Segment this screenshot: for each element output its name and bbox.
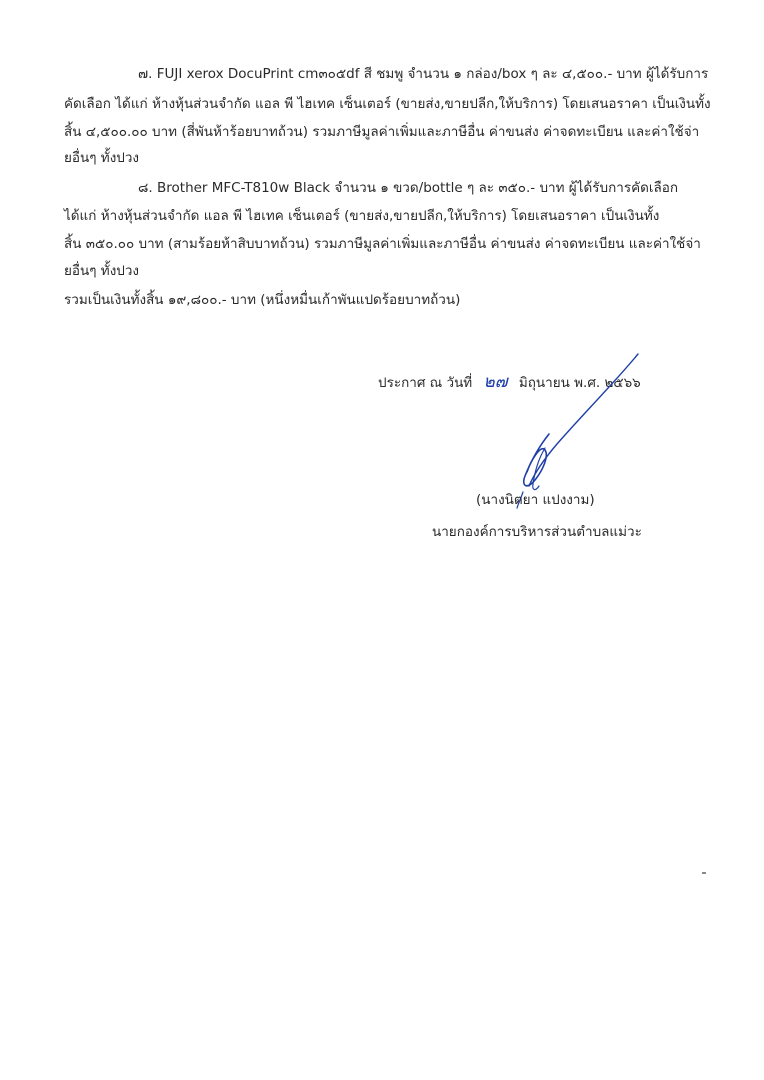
announcement-month-year: มิถุนายน พ.ศ. ๒๕๖๖ bbox=[518, 375, 641, 391]
signer-name: (นางนิตยา แปงงาม) bbox=[476, 492, 595, 508]
item-8-line-2: ได้แก่ ห้างหุ้นส่วนจำกัด แอล พี ไฮเทค เซ็นเตอร์ (ขายส่ง,ขายปลีก,ให้บริการ) โดยเสนอราคา เป็นเงินทั้ง bbox=[64, 208, 660, 224]
announcement-prefix: ประกาศ ณ วันที่ bbox=[378, 375, 473, 391]
announcement-day: ๒๗ bbox=[483, 372, 508, 392]
signature-drawing bbox=[505, 352, 655, 512]
item-8-line-1: ๘. Brother MFC-T810w Black จำนวน ๑ ขวด/bottle ๆ ละ ๓๕๐.- บาท ผู้ได้รับการคัดเลือก bbox=[138, 180, 679, 196]
scan-speck bbox=[702, 872, 706, 874]
item-8-line-4: ยอื่นๆ ทั้งปวง bbox=[64, 263, 140, 279]
signer-title: นายกองค์การบริหารส่วนตำบลแม่วะ bbox=[432, 524, 642, 540]
item-8-line-3: สิ้น ๓๕๐.๐๐ บาท (สามร้อยห้าสิบบาทถ้วน) รวมภาษีมูลค่าเพิ่มและภาษีอื่น ค่าขนส่ง ค่าจดทะเบียน และค่าใช้จ่า bbox=[64, 236, 701, 252]
item-7-line-2: คัดเลือก ได้แก่ ห้างหุ้นส่วนจำกัด แอล พี ไฮเทค เซ็นเตอร์ (ขายส่ง,ขายปลีก,ให้บริการ) โดยเสนอราคา เป็นเงินทั้ง bbox=[64, 96, 711, 112]
item-7-line-3: สิ้น ๔,๕๐๐.๐๐ บาท (สี่พันห้าร้อยบาทถ้วน) รวมภาษีมูลค่าเพิ่มและภาษีอื่น ค่าขนส่ง ค่าจดทะเบียน และค่าใช้จ่า bbox=[64, 124, 700, 140]
item-7-line-1: ๗. FUJI xerox DocuPrint cm๓๐๕df สี ชมพู จำนวน ๑ กล่อง/box ๆ ละ ๔,๕๐๐.- บาท ผู้ได้รับการ bbox=[138, 66, 709, 82]
item-7-line-4: ยอื่นๆ ทั้งปวง bbox=[64, 150, 140, 166]
total-line: รวมเป็นเงินทั้งสิ้น ๑๙,๘๐๐.- บาท (หนึ่งหมื่นเก้าพันแปดร้อยบาทถ้วน) bbox=[64, 292, 461, 308]
